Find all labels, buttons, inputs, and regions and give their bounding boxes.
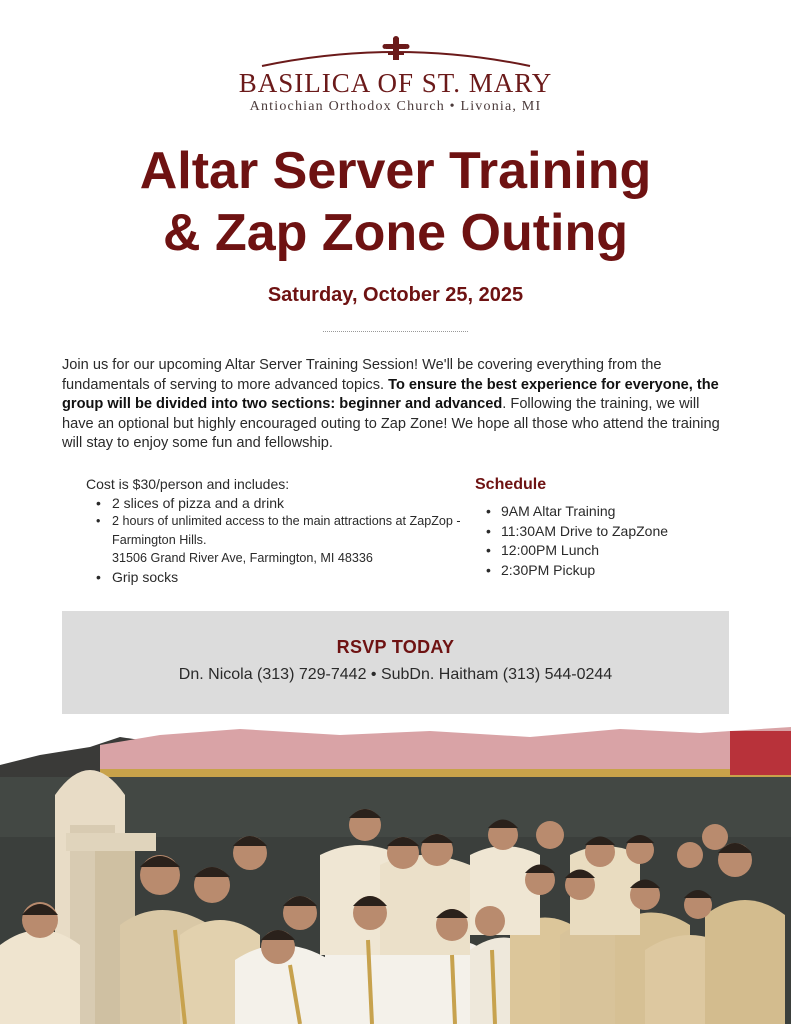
- cost-item-text: 2 hours of unlimited access to the main attractions at ZapZop - Farmington Hills.: [112, 514, 461, 547]
- group-photo-illustration: [0, 725, 791, 1024]
- intro-text-1: Join us for our upcoming Altar Server Training Session! We'll be covering everything from the fundamentals of serving to more advanced topics.: [62, 357, 662, 393]
- event-title-line1: Altar Server Training: [139, 142, 652, 200]
- rsvp-contacts: Dn. Nicola (313) 729-7442 • SubDn. Haitham (313) 544-0244: [178, 666, 613, 683]
- rsvp-box: [62, 611, 729, 714]
- schedule-item: • 9AM Altar Training: [485, 502, 735, 522]
- schedule-item: • 12:00PM Lunch: [485, 541, 735, 561]
- event-title: [0, 140, 791, 264]
- dotted-divider: [323, 331, 468, 332]
- cost-item: • 2 slices of pizza and a drink: [94, 494, 466, 512]
- schedule-item: • 2:30PM Pickup: [485, 561, 735, 581]
- schedule-item: • 11:30AM Drive to ZapZone: [485, 522, 735, 542]
- event-date: Saturday, October 25, 2025: [267, 284, 524, 306]
- rsvp-title: RSVP TODAY: [336, 637, 455, 657]
- intro-text-2: . Following the training, we will have an optional but highly encouraged outing to Zap Zone! We hope all those who attend the training will stay to enjoy some fun and fellowship.: [62, 396, 720, 451]
- cost-item: • Grip socks: [94, 568, 466, 586]
- cost-item-address: 31506 Grand River Ave, Farmington, MI 48336: [112, 551, 373, 565]
- cost-list: [94, 494, 466, 586]
- org-subtitle: Antiochian Orthodox Church • Livonia, MI: [249, 99, 542, 114]
- cost-heading: Cost is $30/person and includes:: [86, 476, 290, 492]
- cost-item: [94, 512, 466, 568]
- org-name: BASILICA OF ST. MARY: [238, 68, 553, 98]
- cost-section: [86, 476, 466, 586]
- schedule-list: [485, 502, 735, 580]
- group-photo: [0, 725, 791, 1024]
- intro-paragraph: [62, 356, 732, 454]
- schedule-heading: Schedule: [475, 476, 547, 493]
- schedule-section: [475, 476, 735, 580]
- intro-text-bold: To ensure the best experience for everyone, the group will be divided into two sections: beginner and advanced: [62, 376, 719, 412]
- church-logo-icon: [258, 36, 534, 70]
- event-title-line2: & Zap Zone Outing: [162, 204, 629, 262]
